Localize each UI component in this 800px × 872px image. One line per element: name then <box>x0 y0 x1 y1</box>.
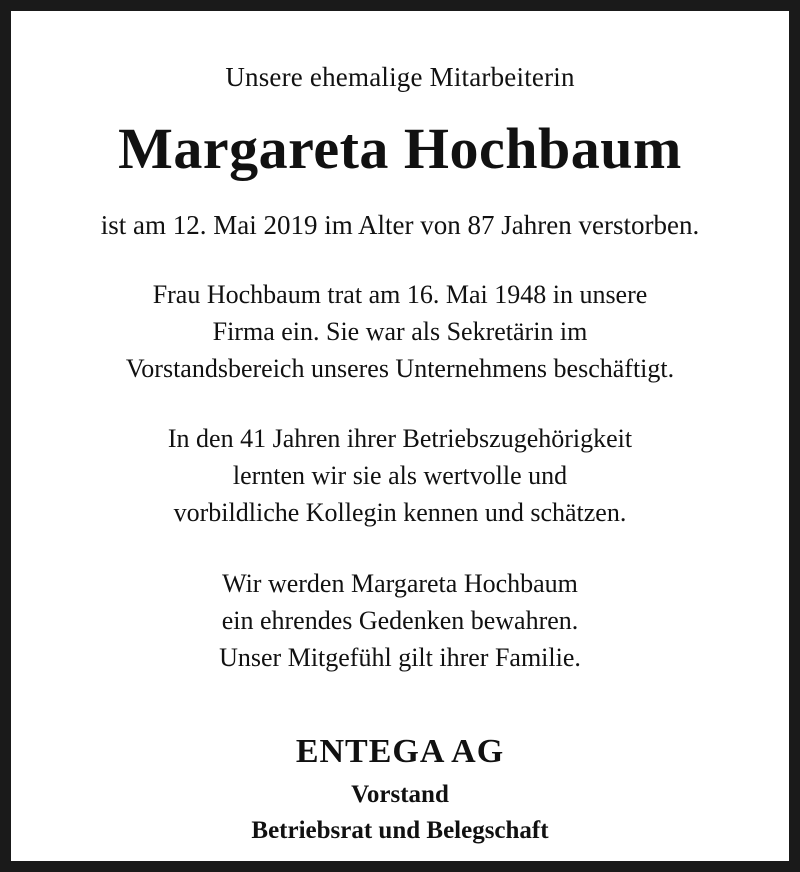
company-name: ENTEGA AG <box>295 732 505 770</box>
company-signers: Betriebsrat und Belegschaft <box>251 816 549 844</box>
paragraph-employment <box>45 277 755 388</box>
company-role: Vorstand <box>351 780 449 808</box>
paragraph-condolence-line: Unser Mitgefühl gilt ihrer Familie. <box>219 642 581 672</box>
paragraph-condolence <box>45 566 755 677</box>
deceased-name: Margareta Hochbaum <box>118 115 682 181</box>
paragraph-condolence-line: Wir werden Margareta Hochbaum <box>222 569 578 599</box>
paragraph-tribute-line: vorbildliche Kollegin kennen und schätzen. <box>173 498 627 528</box>
death-line: ist am 12. Mai 2019 im Alter von 87 Jahren verstorben. <box>100 209 700 240</box>
paragraph-tribute-line: In den 41 Jahren ihrer Betriebszugehörigkeit <box>167 424 633 454</box>
paragraph-condolence-line: ein ehrendes Gedenken bewahren. <box>221 606 579 636</box>
paragraph-tribute <box>45 421 755 532</box>
paragraph-employment-line: Vorstandsbereich unseres Unternehmens beschäftigt. <box>125 353 675 383</box>
intro-line: Unsere ehemalige Mitarbeiterin <box>225 62 575 92</box>
paragraph-employment-line: Frau Hochbaum trat am 16. Mai 1948 in unsere <box>152 279 648 309</box>
paragraph-tribute-line: lernten wir sie als wertvolle und <box>232 461 568 491</box>
paragraph-employment-line: Firma ein. Sie war als Sekretärin im <box>212 316 588 346</box>
